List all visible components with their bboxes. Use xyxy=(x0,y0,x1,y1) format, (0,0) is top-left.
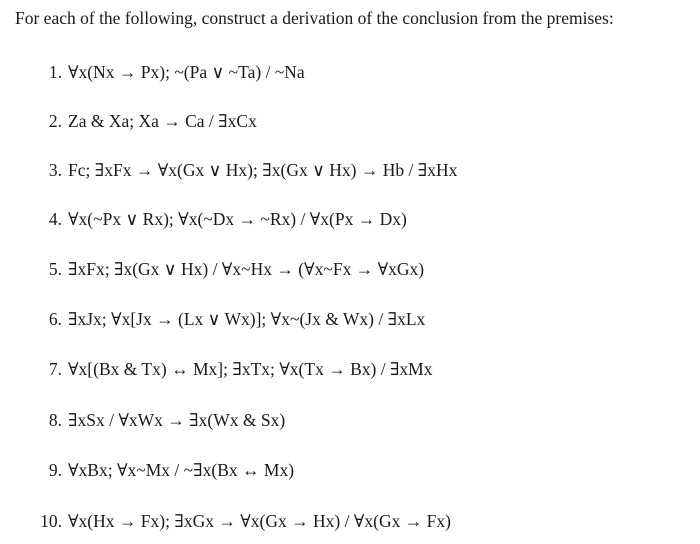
problem-expression: ∃xFx; ∃x(Gx ∨ Hx) / ∀x~Hx → (∀x~Fx → ∀xGx) xyxy=(68,259,425,279)
problem-expression: ∃xSx / ∀xWx → ∃x(Wx & Sx) xyxy=(68,410,286,430)
problem-number: 7. xyxy=(48,359,62,379)
problem-number: 1. xyxy=(48,62,62,82)
problem-number: 8. xyxy=(48,410,62,430)
instructions-text: For each of the following, construct a derivation of the conclusion from the premises: xyxy=(15,8,614,28)
problem-number: 5. xyxy=(48,259,62,279)
problem-expression: ∀x(Hx → Fx); ∃xGx → ∀x(Gx → Hx) / ∀x(Gx → Fx) xyxy=(68,511,451,531)
problem-expression: Za & Xa; Xa → Ca / ∃xCx xyxy=(68,111,257,131)
problem-expression: ∀x(Nx → Px); ~(Pa ∨ ~Ta) / ~Na xyxy=(68,62,305,82)
problem-number: 2. xyxy=(48,111,62,131)
problem-number: 3. xyxy=(48,160,62,180)
problem-number: 4. xyxy=(48,209,62,229)
problem-expression: ∀x(~Px ∨ Rx); ∀x(~Dx → ~Rx) / ∀x(Px → Dx) xyxy=(68,209,407,229)
problem-expression: ∃xJx; ∀x[Jx → (Lx ∨ Wx)]; ∀x~(Jx & Wx) / ∃xLx xyxy=(68,309,426,329)
problem-number: 9. xyxy=(48,460,62,480)
problem-expression: ∀xBx; ∀x~Mx / ~∃x(Bx ↔ Mx) xyxy=(68,460,295,480)
problem-number: 6. xyxy=(48,309,62,329)
problem-expression: Fc; ∃xFx → ∀x(Gx ∨ Hx); ∃x(Gx ∨ Hx) → Hb / ∃xHx xyxy=(68,160,458,180)
problem-expression: ∀x[(Bx & Tx) ↔ Mx]; ∃xTx; ∀x(Tx → Bx) / ∃xMx xyxy=(68,359,433,379)
problem-number: 10. xyxy=(40,511,62,531)
